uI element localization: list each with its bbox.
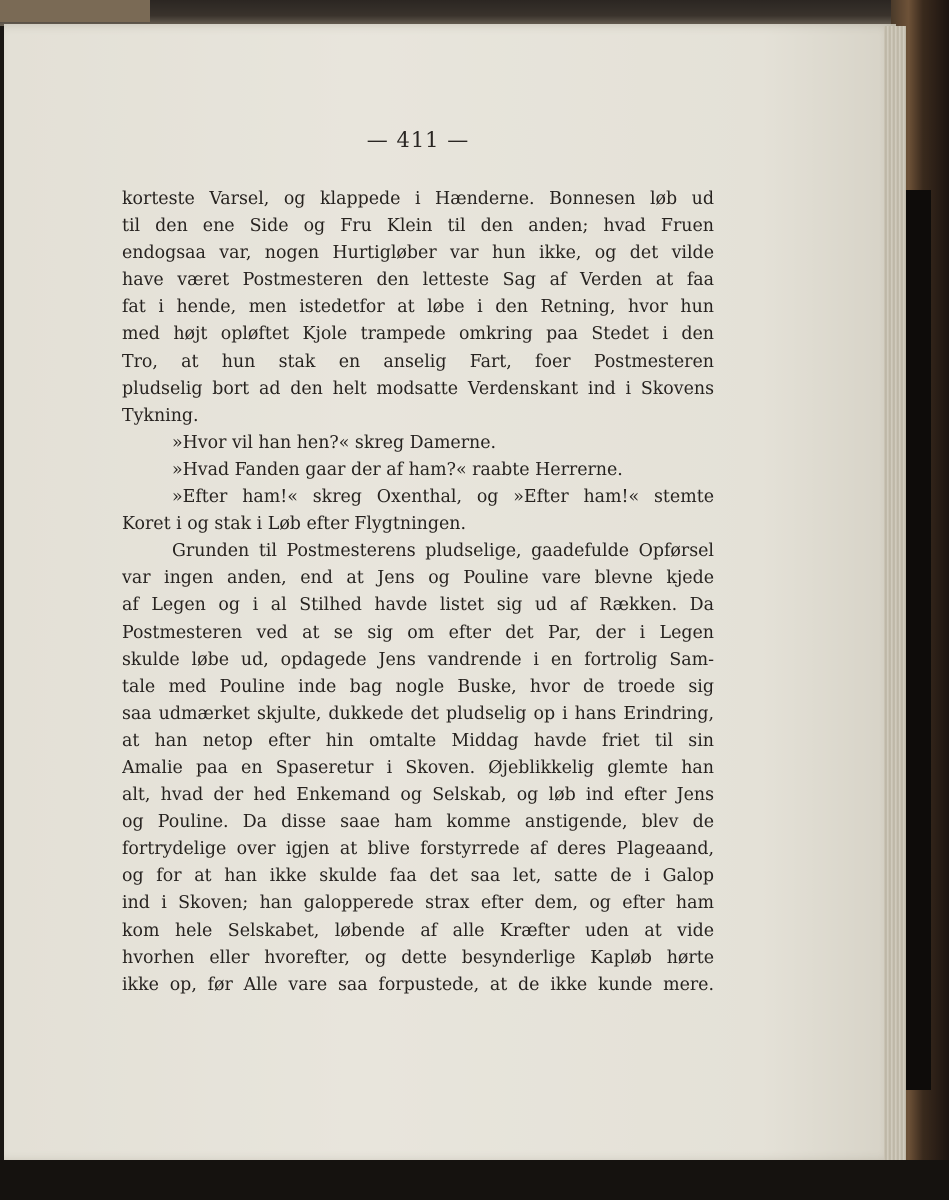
text-line: kom hele Selskabet, løbende af alle Kræfter uden at vide xyxy=(122,920,714,941)
text-line: Amalie paa en Spaseretur i Skoven. Øjeblikkelig glemte han xyxy=(122,757,714,778)
text-line: til den ene Side og Fru Klein til den anden; hvad Fruen xyxy=(122,216,714,237)
text-line: af Legen og i al Stilhed havde listet sig ud af Rækken. Da xyxy=(122,595,714,616)
scan-top-border xyxy=(0,0,949,26)
text-line: have været Postmesteren den letteste Sag af Verden at faa xyxy=(122,270,714,291)
text-line: »Efter ham!« skreg Oxenthal, og »Efter ham!« stemte xyxy=(172,487,714,508)
text-line: Tro, at hun stak en anselig Fart, foer Postmesteren xyxy=(122,351,714,372)
text-line: ind i Skoven; han galopperede strax efter dem, og efter ham xyxy=(122,893,714,914)
text-line: alt, hvad der hed Enkemand og Selskab, og løb ind efter Jens xyxy=(122,785,714,806)
spine-shadow xyxy=(905,190,931,1090)
page-edges xyxy=(884,26,906,1160)
text-line: Koret i og stak i Løb efter Flygtningen. xyxy=(122,514,466,535)
scan-bottom-border xyxy=(0,1160,949,1200)
text-line: Tykning. xyxy=(122,405,199,426)
text-line: »Hvad Fanden gaar der af ham?« raabte Herrerne. xyxy=(172,459,623,480)
page-number: — 411 — xyxy=(366,128,470,152)
text-line: Postmesteren ved at se sig om efter det Par, der i Legen xyxy=(122,622,714,643)
text-line: var ingen anden, end at Jens og Pouline vare blevne kjede xyxy=(122,568,714,589)
text-line: saa udmærket skjulte, dukkede det pludselig op i hans Erindring, xyxy=(122,703,714,724)
body-text xyxy=(122,186,714,999)
text-line: tale med Pouline inde bag nogle Buske, hvor de troede sig xyxy=(122,676,714,697)
text-line: og for at han ikke skulde faa det saa let, satte de i Galop xyxy=(122,866,714,887)
text-line: med højt opløftet Kjole trampede omkring paa Stedet i den xyxy=(122,324,714,345)
text-line: »Hvor vil han hen?« skreg Damerne. xyxy=(172,432,497,453)
text-line: skulde løbe ud, opdagede Jens vandrende i en fortrolig Sam- xyxy=(122,649,714,670)
text-line: hvorhen eller hvorefter, og dette besynderlige Kapløb hørte xyxy=(122,947,714,968)
text-line: at han netop efter hin omtalte Middag havde friet til sin xyxy=(122,730,714,751)
text-line: Grunden til Postmesterens pludselige, gaadefulde Opførsel xyxy=(172,541,714,562)
text-line: fat i hende, men istedetfor at løbe i den Retning, hvor hun xyxy=(122,297,714,318)
text-line: korteste Varsel, og klappede i Hænderne. Bonnesen løb ud xyxy=(122,189,714,209)
text-line: og Pouline. Da disse saae ham komme anstigende, blev de xyxy=(122,812,714,833)
text-line: pludselig bort ad den helt modsatte Verdenskant ind i Skovens xyxy=(122,378,714,399)
text-line: ikke op, før Alle vare saa forpustede, at de ikke kunde mere. xyxy=(122,974,714,995)
text-line: fortrydelige over igjen at blive forstyrrede af deres Plageaand, xyxy=(122,839,714,860)
text-line: endogsaa var, nogen Hurtigløber var hun ikke, og det vilde xyxy=(122,243,714,264)
